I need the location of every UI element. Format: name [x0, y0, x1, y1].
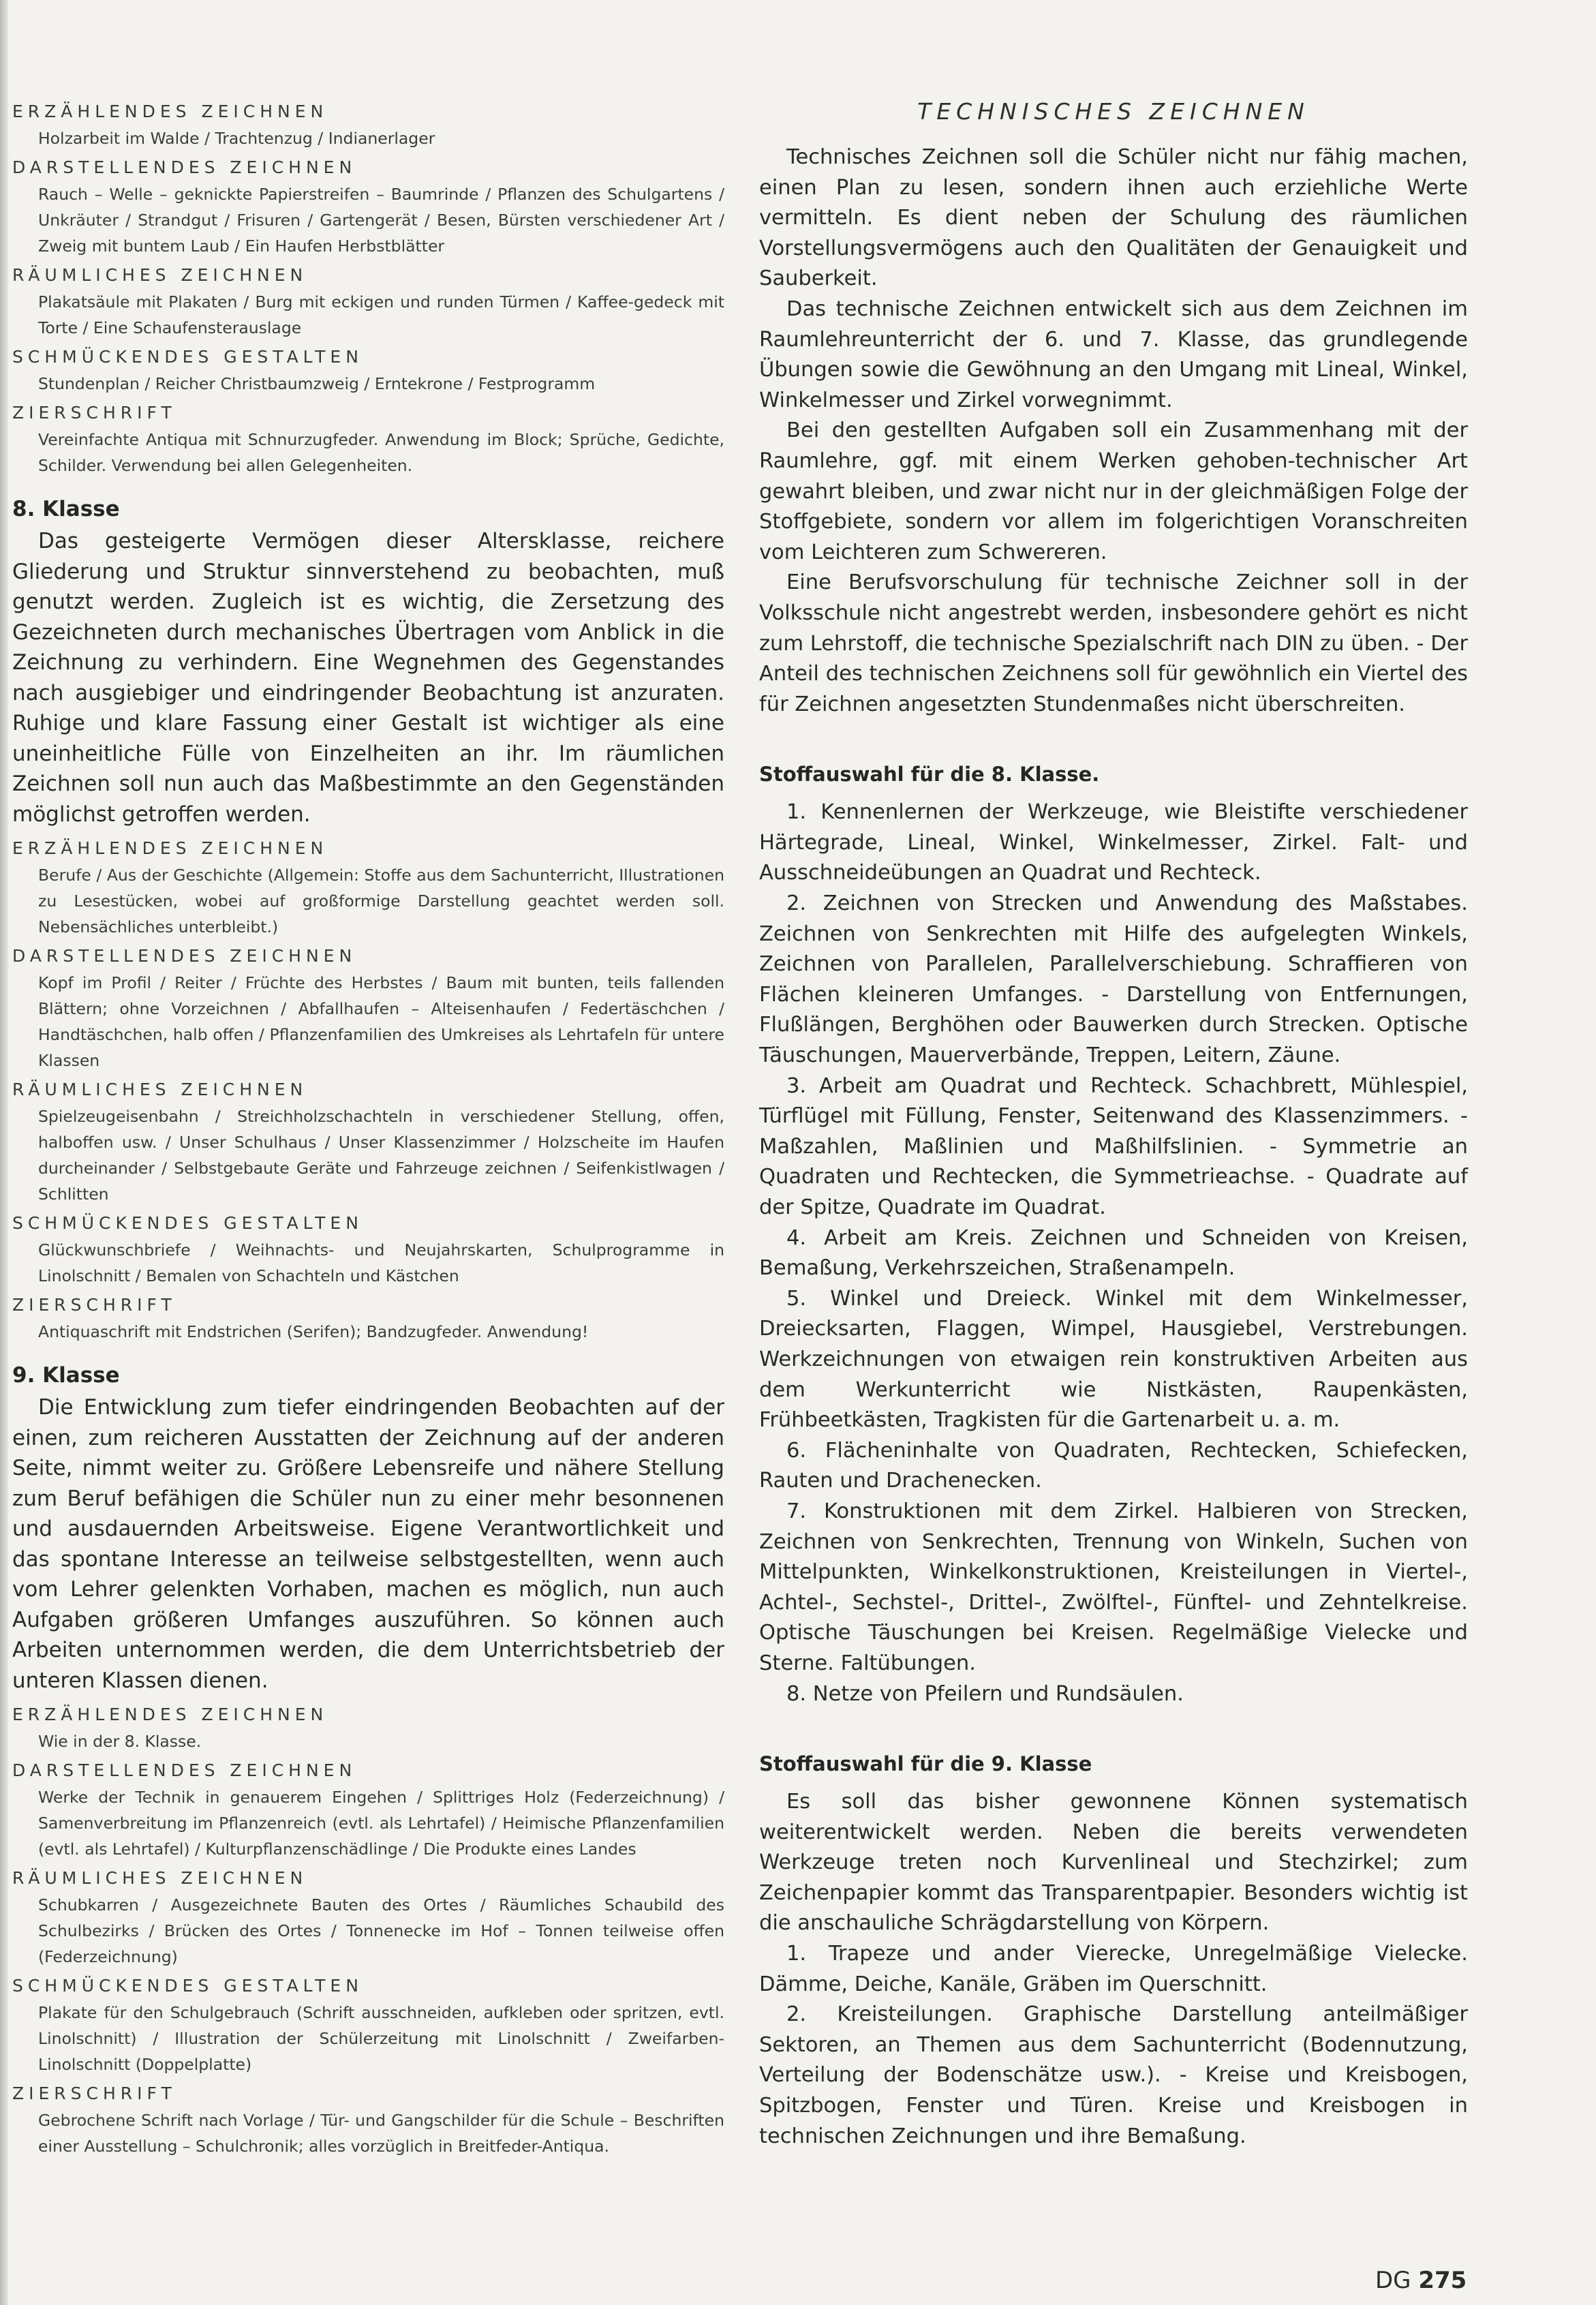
section-title: TECHNISCHES ZEICHNEN [917, 98, 1310, 125]
category-text: Spielzeugeisenbahn / Streichholzschachteln in verschiedener Stellung, offen, halboffen usw. / Unser Schulhaus / Unser Klassenzimmer / Holzscheite im Haufen durcheinander / Selbstgebaute Geräte und Fahrzeuge zeichnen / Seifenkistlwagen / Schlitten [38, 1107, 724, 1204]
list-item: 6. Flächeninhalte von Quadraten, Rechtecken, Schiefecken, Rauten und Drachenecken. [759, 1438, 1468, 1493]
klasse-8-section [12, 1211, 724, 1289]
category-heading: ERZÄHLENDES ZEICHNEN [12, 102, 328, 121]
intro-paragraph: Technisches Zeichnen soll die Schüler nicht nur fähig machen, einen Plan zu lesen, sondern ihnen auch erziehliche Werte vermitteln. Es dient neben der Schulung des räumlichen Vorstellungsvermögens auch den Qualitäten der Genauigkeit und Sauberkeit. [759, 145, 1468, 291]
category-heading: DARSTELLENDES ZEICHNEN [12, 1760, 357, 1780]
category-heading: ZIERSCHRIFT [12, 1295, 177, 1315]
list-item: 4. Arbeit am Kreis. Zeichnen und Schneiden von Kreisen, Bemaßung, Verkehrszeichen, Straßenampeln. [759, 1225, 1468, 1281]
category-text: Plakatsäule mit Plakaten / Burg mit eckigen und runden Türmen / Kaffee-gedeck mit Torte / Eine Schaufensterauslage [38, 292, 724, 337]
page-number-value: 275 [1418, 2267, 1467, 2294]
intro-paragraph: Das technische Zeichnen entwickelt sich aus dem Zeichnen im Raumlehreunterricht der 6. und 7. Klasse, das grundlegende Übungen sowie die Gewöhnung an den Umgang mit Lineal, Winkel, Winkelmesser und Zirkel vorwegnimmt. [759, 296, 1468, 412]
intro-paragraph: Bei den gestellten Aufgaben soll ein Zusammenhang mit der Raumlehre, ggf. mit einem Werken gehoben-technischer Art gewahrt bleiben, und zwar nicht nur in der gleichmäßigen Folge der Stoffgebiete, sondern vor allem im folgerichtigen Voranschreiten vom Leichteren zum Schwereren. [759, 418, 1468, 564]
list-item: 2. Zeichnen von Strecken und Anwendung des Maßstabes. Zeichnen von Senkrechten mit Hilfe des aufgelegten Winkels, Zeichnen von Parallelen, Parallelverschiebung. Schraffieren von Flächen kleineren Umfanges. - Darstellung von Entfernungen, Flußlängen, Berghöhen oder Bauwerken durch Strecken. Optische Täuschungen, Mauerverbände, Treppen, Leitern, Zäune. [759, 891, 1468, 1068]
stoffauswahl-9-heading: Stoffauswahl für die 9. Klasse [759, 1752, 1092, 1776]
page-number-prefix: DG [1375, 2267, 1411, 2294]
category-text: Rauch – Welle – geknickte Papierstreifen – Baumrinde / Pflanzen des Schulgartens / Unkräuter / Strandgut / Frisuren / Gartengerät / Besen, Bürsten verschiedener Art / Zweig mit buntem Laub / Ein Haufen Herbstblätter [38, 185, 724, 256]
category-text: Antiquaschrift mit Endstrichen (Serifen); Bandzugfeder. Anwendung! [38, 1322, 589, 1341]
category-text: Wie in der 8. Klasse. [38, 1732, 202, 1751]
category-text: Gebrochene Schrift nach Vorlage / Tür- und Gangschilder für die Schule – Beschriften einer Ausstellung – Schulchronik; alles vorzüglich in Breitfeder-Antiqua. [38, 2111, 724, 2156]
klasse-9-heading: 9. Klasse [12, 1363, 120, 1388]
right-column [759, 95, 1468, 2152]
category-heading: DARSTELLENDES ZEICHNEN [12, 946, 357, 966]
intro-paragraph: Eine Berufsvorschulung für technische Zeichner soll in der Volksschule nicht angestrebt werden, insbesondere gehört es nicht zum Lehrstoff, die technische Spezialschrift nach DIN zu üben. - Der Anteil des technischen Zeichnens soll für gewöhnlich ein Viertel des für Zeichnen angesetzten Stundenmaßes nicht überschreiten. [759, 570, 1468, 716]
category-heading: DARSTELLENDES ZEICHNEN [12, 157, 357, 177]
intro-section [12, 401, 724, 478]
category-text: Glückwunschbriefe / Weihnachts- und Neujahrskarten, Schulprogramme in Linolschnitt / Bemalen von Schachteln und Kästchen [38, 1240, 724, 1285]
category-heading: ZIERSCHRIFT [12, 403, 177, 423]
klasse-9-section [12, 1866, 724, 1970]
category-heading: SCHMÜCKENDES GESTALTEN [12, 347, 363, 367]
list-item: 2. Kreisteilungen. Graphische Darstellung anteilmäßiger Sektoren, an Themen aus dem Sachunterricht (Bodennutzung, Verteilung der Bodenschätze usw.). - Kreise und Kreisbogen, Spitzbogen, Fenster und Türen. Kreise und Kreisbogen in technischen Zeichnungen und ihre Bemaßung. [759, 2002, 1468, 2148]
category-heading: RÄUMLICHES ZEICHNEN [12, 265, 308, 285]
intro-section [12, 155, 724, 259]
category-heading: SCHMÜCKENDES GESTALTEN [12, 1213, 363, 1233]
list-item: 1. Kennenlernen der Werkzeuge, wie Bleistifte verschiedener Härtegrade, Lineal, Winkel, Winkelmesser, Zirkel. Falt- und Ausschneideübungen an Quadrat und Rechteck. [759, 800, 1468, 885]
category-text: Plakate für den Schulgebrauch (Schrift ausschneiden, aufkleben oder spritzen, evtl. Linolschnitt) / Illustration der Schülerzeitung mit Linolschnitt / Zweifarben-Linolschnitt (Doppelplatte) [38, 2003, 724, 2074]
klasse-9-section [12, 1703, 724, 1754]
category-text: Stundenplan / Reicher Christbaumzweig / Erntekrone / Festprogramm [38, 374, 596, 393]
category-heading: SCHMÜCKENDES GESTALTEN [12, 1976, 363, 1996]
category-text: Werke der Technik in genauerem Eingehen / Splittriges Holz (Federzeichnung) / Samenverbreitung im Pflanzenreich (evtl. als Lehrtafel) / Heimische Pflanzenfamilien (evtl. als Lehrtafel) / Kulturpflanzenschädlinge / Die Produkte eines Landes [38, 1788, 724, 1859]
list-item: 5. Winkel und Dreieck. Winkel mit dem Winkelmesser, Dreiecksarten, Flaggen, Wimpel, Hausgiebel, Verstrebungen. Werkzeichnungen von etwaigen rein konstruktiven Arbeiten aus dem Werkunterricht wie Nistkästen, Raupenkästen, Frühbeetkästen, Tragkisten für die Gartenarbeit u. a. m. [759, 1286, 1468, 1433]
category-heading: ERZÄHLENDES ZEICHNEN [12, 1705, 328, 1724]
intro-section [12, 100, 724, 151]
list-item: 1. Trapeze und ander Vierecke, Unregelmäßige Vielecke. Dämme, Deiche, Kanäle, Gräben im Querschnitt. [759, 1942, 1468, 1996]
klasse-9-section [12, 1758, 724, 1862]
list-item: Es soll das bisher gewonnene Können systematisch weiterentwickelt werden. Neben die bereits verwendeten Werkzeuge treten noch Kurvenlineal und Stechzirkel; zum Zeichenpapier kommt das Transparentpapier. Besonders wichtig ist die anschauliche Schrägdarstellung von Körpern. [759, 1790, 1468, 1936]
category-text: Kopf im Profil / Reiter / Früchte des Herbstes / Baum mit bunten, teils fallenden Blättern; ohne Vorzeichnen / Abfallhaufen – Alteisenhaufen / Federtäschchen / Handtäschchen, halb offen / Pflanzenfamilien des Umkreises als Lehrtafeln für untere Klassen [38, 973, 724, 1070]
klasse-8-section [12, 1293, 724, 1345]
category-text: Berufe / Aus der Geschichte (Allgemein: Stoffe aus dem Sachunterricht, Illustrationen zu Lesestücken, wobei auf großformige Darstellung geachtet werden soll. Nebensächliches unterbleibt.) [38, 866, 724, 936]
intro-section [12, 345, 724, 397]
category-heading: RÄUMLICHES ZEICHNEN [12, 1080, 308, 1099]
intro-section [12, 263, 724, 341]
left-column [12, 95, 724, 2159]
list-item: 8. Netze von Pfeilern und Rundsäulen. [786, 1681, 1184, 1706]
category-heading: ERZÄHLENDES ZEICHNEN [12, 838, 328, 858]
klasse-8-section [12, 944, 724, 1073]
category-text: Vereinfachte Antiqua mit Schnurzugfeder. Anwendung im Block; Sprüche, Gedichte, Schilder. Verwendung bei allen Gelegenheiten. [38, 430, 724, 475]
page-binding-edge [0, 0, 8, 2305]
category-heading: ZIERSCHRIFT [12, 2083, 177, 2103]
stoffauswahl-8-heading: Stoffauswahl für die 8. Klasse. [759, 763, 1100, 787]
klasse-8-paragraph: Das gesteigerte Vermögen dieser Altersklasse, reichere Gliederung und Struktur sinnverstehend zu beobachten, muß genutzt werden. Zugleich ist es wichtig, die Zersetzung des Gezeichneten durch mechanisches Übertragen vom Anblick in die Zeichnung zu verhindern. Eine Wegnehmen des Gegenstandes nach ausgiebiger und eindringender Beobachtung ist anzuraten. Ruhige und klare Fassung einer Gestalt ist wichtiger als eine uneinheitliche Fülle von Einzelheiten an ihr. Im räumlichen Zeichnen soll nun auch das Maßbestimmte an den Gegenständen möglichst getroffen werden. [12, 529, 724, 827]
klasse-8-section [12, 1078, 724, 1207]
category-heading: RÄUMLICHES ZEICHNEN [12, 1868, 308, 1888]
klasse-8-heading: 8. Klasse [12, 497, 120, 521]
category-text: Holzarbeit im Walde / Trachtenzug / Indianerlager [38, 129, 435, 148]
klasse-9-section [12, 1974, 724, 2077]
klasse-9-paragraph: Die Entwicklung zum tiefer eindringenden Beobachten auf der einen, zum reicheren Ausstatten der Zeichnung auf der anderen Seite, nimmt weiter zu. Größere Lebensreife und nähere Stellung zum Beruf befähigen die Schüler nun zu einer mehr besonnenen und ausdauernden Arbeitsweise. Eigene Verantwortlichkeit und das spontane Interesse an teilweise selbstgestellten, wenn auch vom Lehrer gelenkten Vorhaben, machen es möglich, nun auch Aufgaben größeren Umfanges auszuführen. So können auch Arbeiten unternommen werden, die dem Unterrichtsbetrieb der unteren Klassen dienen. [12, 1395, 724, 1693]
page-number [1375, 2267, 1467, 2294]
list-item: 7. Konstruktionen mit dem Zirkel. Halbieren von Strecken, Zeichnen von Senkrechten, Trennung von Winkeln, Suchen von Mittelpunkten, Winkelkonstruktionen, Kreisteilungen in Viertel-, Achtel-, Sechstel-, Drittel-, Zwölftel-, Fünftel- und Zehntelkreise. Optische Täuschungen bei Kreisen. Regelmäßige Vielecke und Sterne. Faltübungen. [759, 1499, 1468, 1675]
category-text: Schubkarren / Ausgezeichnete Bauten des Ortes / Räumliches Schaubild des Schulbezirks / Brücken des Ortes / Tonnenecke im Hof – Tonnen teilweise offen (Federzeichnung) [38, 1895, 724, 1966]
list-item: 3. Arbeit am Quadrat und Rechteck. Schachbrett, Mühlespiel, Türflügel mit Füllung, Fenster, Seitenwand des Klassenzimmers. - Maßzahlen, Maßlinien und Maßhilfslinien. - Symmetrie an Quadraten und Rechtecken, die Symmetrieachse. - Quadrate auf der Spitze, Quadrate im Quadrat. [759, 1073, 1468, 1219]
klasse-9-section [12, 2081, 724, 2159]
klasse-8-section [12, 836, 724, 940]
